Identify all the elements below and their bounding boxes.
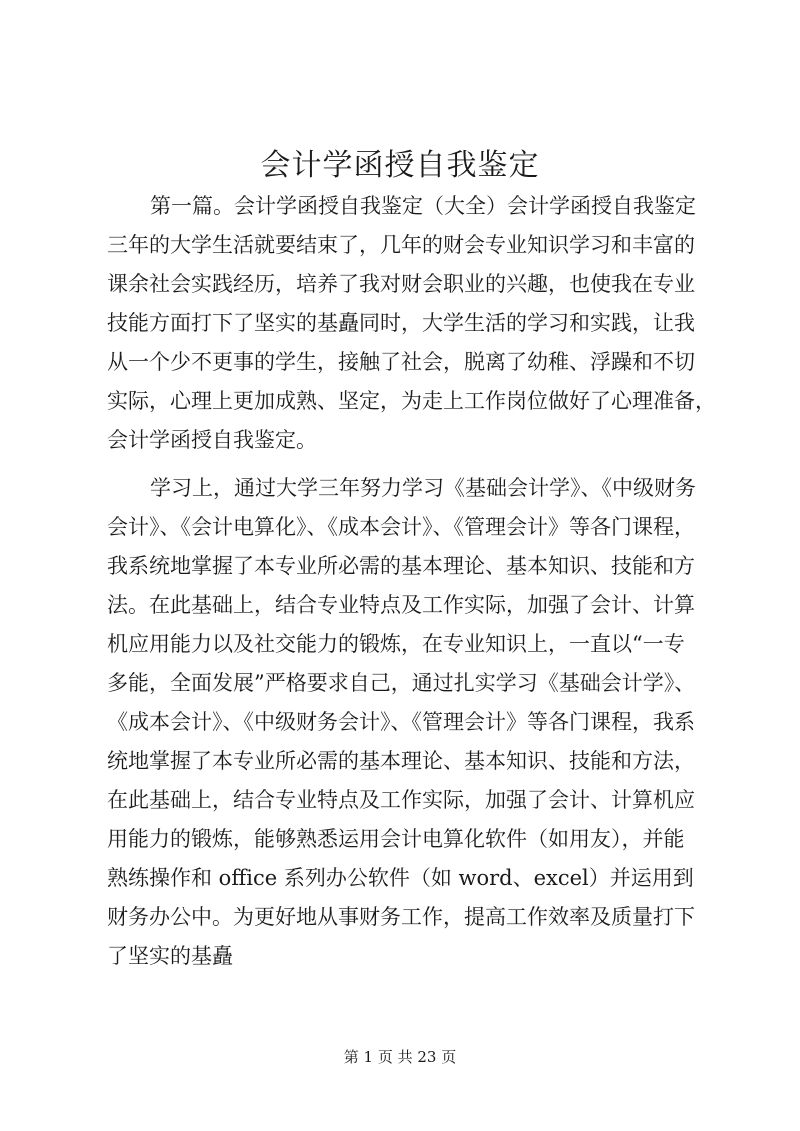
paragraph-1-line-2: 三年的大学生活就要结束了，几年的财会专业知识学习和丰富的 [107,233,695,257]
paragraph-2-line-2: 会计》、《会计电算化》、《成本会计》、《管理会计》等各门课程， [107,515,695,539]
paragraph-1-line-6: 实际，心理上更加成熟、坚定，为走上工作岗位做好了心理准备， [107,389,716,413]
paragraph-2-line-5: 机应用能力以及社交能力的锻炼，在专业知识上，一直以“一专 [107,632,685,656]
paragraph-2-line-12: 财务办公中。为更好地从事财务工作，提高工作效率及质量打下 [107,905,695,929]
paragraph-2-line-8: 统地掌握了本专业所必需的基本理论、基本知识、技能和方法， [107,749,695,773]
paragraph-2-line-7: 《成本会计》、《中级财务会计》、《管理会计》等各门课程，我系 [107,710,695,734]
paragraph-2-line-9: 在此基础上，结合专业特点及工作实际，加强了会计、计算机应 [107,788,695,812]
paragraph-1-line-4: 技能方面打下了坚实的基矗同时，大学生活的学习和实践，让我 [107,311,695,335]
paragraph-2-line-3: 我系统地掌握了本专业所必需的基本理论、基本知识、技能和方 [107,554,695,578]
document-title: 会计学函授自我鉴定 [260,148,540,183]
page-footer: 第 1 页 共 23 页 [343,1048,457,1066]
paragraph-1-line-5: 从一个少不更事的学生，接触了社会，脱离了幼稚、浮躁和不切 [107,350,695,374]
paragraph-2-line-11: 熟练操作和 office 系列办公软件（如 word、excel）并运用到 [107,866,694,890]
paragraph-2-line-13: 了坚实的基矗 [107,944,233,968]
paragraph-2-line-4: 法。在此基础上，结合专业特点及工作实际，加强了会计、计算 [107,593,695,617]
paragraph-1-line-1: 第一篇。会计学函授自我鉴定（大全）会计学函授自我鉴定 [150,194,696,218]
paragraph-1-line-7: 会计学函授自我鉴定。 [107,428,317,452]
paragraph-1-line-3: 课余社会实践经历，培养了我对财会职业的兴趣，也使我在专业 [107,272,695,296]
paragraph-2-line-1: 学习上，通过大学三年努力学习《基础会计学》、《中级财务 [150,476,696,500]
paragraph-2-line-10: 用能力的锻炼，能够熟悉运用会计电算化软件（如用友），并能 [107,827,685,851]
paragraph-2-line-6: 多能，全面发展”严格要求自己，通过扎实学习《基础会计学》、 [107,671,696,695]
